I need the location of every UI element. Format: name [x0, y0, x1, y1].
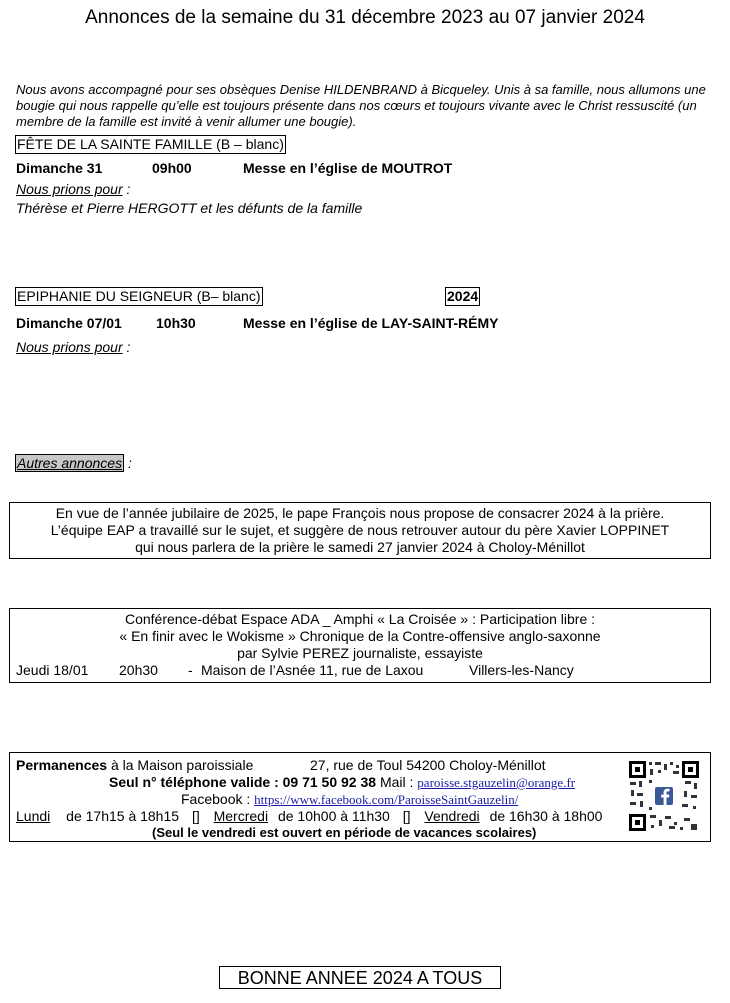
conference-place: Maison de l’Asnée 11, rue de Laxou — [201, 662, 424, 678]
conference-details — [10, 662, 710, 679]
conference-line-1: Conférence-débat Espace ADA _ Amphi « La Croisée » : Participation libre : — [124, 611, 596, 627]
conference-day: Jeudi 18/01 — [16, 662, 89, 678]
conference-city: Villers-les-Nancy — [469, 662, 574, 678]
feast-sainte-famille: FÊTE DE LA SAINTE FAMILLE (B – blanc) — [17, 136, 284, 152]
conference-line-2: « En finir avec le Wokisme » Chronique de la Contre-offensive anglo-saxonne — [119, 628, 601, 644]
permanences-address: 27, rue de Toul 54200 Choloy-Ménillot — [310, 757, 546, 773]
hours-separator: [] — [191, 808, 200, 824]
feast1-mass: Messe en l’église de MOUTROT — [243, 160, 453, 176]
feast1-pray-text: Thérèse et Pierre HERGOTT et les défunts de la famille — [16, 200, 363, 216]
hours-mercredi: de 10h00 à 11h30 — [277, 808, 390, 824]
page-title: Annonces de la semaine du 31 décembre 2023 au 07 janvier 2024 — [85, 7, 645, 28]
permanences-hours — [16, 808, 602, 825]
feast1-time: 09h00 — [152, 160, 192, 176]
autres-annonces-label: Autres annonces — [17, 455, 123, 471]
feast-epiphanie: EPIPHANIE DU SEIGNEUR (B– blanc) — [17, 288, 261, 304]
permanences-phone: Seul n° téléphone valide : 09 71 50 92 38 — [109, 774, 377, 790]
permanences-contact — [109, 774, 575, 791]
feast2-year: 2024 — [447, 288, 479, 304]
feast2-pray-label: Nous prions pour — [16, 339, 123, 355]
hours-vendredi: de 16h30 à 18h00 — [489, 808, 603, 824]
feast2-time: 10h30 — [156, 315, 196, 331]
hours-lundi: de 17h15 à 18h15 — [66, 808, 180, 824]
jubile-line-2: L’équipe EAP a travaillé sur le sujet, et suggère de nous retrouver autour du père Xavier LOPPINET — [50, 522, 670, 538]
feast2-day: Dimanche 07/01 — [16, 315, 122, 331]
facebook-icon — [655, 787, 673, 805]
permanences-box — [9, 752, 711, 842]
feast2-mass: Messe en l’église de LAY-SAINT-RÉMY — [243, 315, 499, 331]
jubile-box — [9, 502, 711, 559]
feast1-pray-colon: : — [122, 181, 131, 197]
feast1-day: Dimanche 31 — [16, 160, 103, 176]
hours-mercredi-label: Mercredi — [213, 808, 269, 824]
hours-separator: [] — [402, 808, 411, 824]
conference-dash: - — [188, 662, 193, 678]
facebook-label: Facebook : — [181, 791, 251, 807]
feast2-pray — [16, 339, 130, 355]
permanences-line-1 — [16, 757, 253, 774]
autres-annonces-colon: : — [124, 455, 132, 471]
facebook-link[interactable]: https://www.facebook.com/ParoisseSaintGauzelin/ — [254, 792, 519, 807]
conference-line-3: par Sylvie PEREZ journaliste, essayiste — [237, 645, 483, 661]
permanences-label: Permanences — [16, 757, 108, 773]
conference-box — [9, 608, 711, 683]
footer-greeting: BONNE ANNEE 2024 A TOUS — [219, 966, 501, 989]
hours-vendredi-label: Vendredi — [424, 808, 480, 824]
jubile-line-3: qui nous parlera de la prière le samedi 27 janvier 2024 à Choloy-Ménillot — [135, 539, 585, 555]
intro-text: Nous avons accompagné pour ses obsèques Denise HILDENBRAND à Bicqueley. Unis à sa famille, nous allumons une bougie qui nous rappelle qu’elle est toujours présente dans nos cœurs et toujours vivante avec le Christ ressuscité (un membre de la famille est invité à venir allumer une bougie). — [16, 82, 706, 129]
feast2-pray-colon: : — [122, 339, 131, 355]
qr-code-icon — [628, 760, 700, 832]
permanences-place: à la Maison paroissiale — [110, 757, 254, 773]
permanences-note: (Seul le vendredi est ouvert en période de vacances scolaires) — [152, 825, 537, 840]
permanences-mail-label: Mail : — [379, 774, 414, 790]
autres-annonces — [15, 455, 132, 473]
permanences-mail-link[interactable]: paroisse.stgauzelin@orange.fr — [417, 775, 576, 790]
feast1-pray-label: Nous prions pour — [16, 181, 123, 197]
conference-time: 20h30 — [119, 662, 158, 678]
jubile-line-1: En vue de l’année jubilaire de 2025, le pape François nous propose de consacrer 2024 à la prière. — [55, 505, 665, 521]
permanences-facebook — [181, 791, 518, 808]
hours-lundi-label: Lundi — [16, 808, 51, 824]
feast1-pray — [16, 181, 130, 197]
